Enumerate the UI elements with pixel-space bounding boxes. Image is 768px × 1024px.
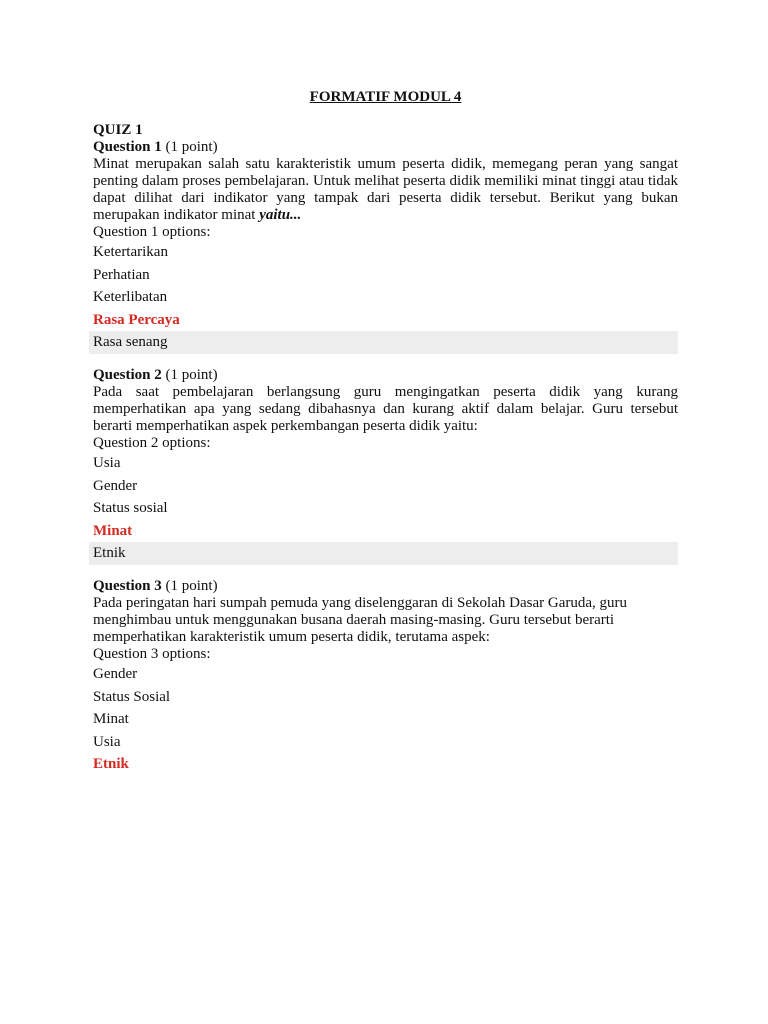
options-caption: Question 1 options: bbox=[93, 224, 211, 240]
question-header bbox=[93, 139, 678, 156]
question-points: (1 point) bbox=[165, 367, 218, 383]
option-status-sosial[interactable]: Status sosial bbox=[93, 500, 168, 516]
question-label: Question 2 bbox=[93, 367, 162, 383]
question-text-main: Minat merupakan salah satu karakteristik umum peserta didik, memegang peran yang sangat penting dalam proses pembelajaran. Untuk melihat peserta didik memiliki minat tinggi atau tidak dapat dilihat dari indikator yang tampak dari peserta didik tersebut. Berikut yang bukan merupakan indikator minat bbox=[93, 156, 678, 223]
option-rasa-percaya-correct[interactable]: Rasa Percaya bbox=[93, 311, 180, 328]
question-label: Question 1 bbox=[93, 139, 162, 155]
quiz-heading: QUIZ 1 bbox=[93, 122, 143, 138]
question-1 bbox=[93, 139, 678, 354]
question-text: Pada peringatan hari sumpah pemuda yang diselenggaran di Sekolah Dasar Garuda, guru menghimbau untuk menggunakan busana daerah masing-masing. Guru tersebut berarti memperhatikan karakteristik umum peserta didik, terutama aspek: bbox=[93, 595, 627, 645]
option-keterlibatan[interactable]: Keterlibatan bbox=[93, 289, 168, 305]
question-points: (1 point) bbox=[165, 139, 218, 155]
question-text bbox=[93, 156, 678, 224]
question-header bbox=[93, 367, 678, 384]
option-minat-correct[interactable]: Minat bbox=[93, 522, 133, 539]
option-ketertarikan[interactable]: Ketertarikan bbox=[93, 244, 168, 260]
option-rasa-senang[interactable]: Rasa senang bbox=[89, 331, 678, 354]
option-usia[interactable]: Usia bbox=[93, 733, 121, 750]
question-text-emphasis: yaitu... bbox=[259, 207, 302, 223]
option-gender[interactable]: Gender bbox=[93, 477, 138, 494]
question-text: Pada saat pembelajaran berlangsung guru mengingatkan peserta didik yang kurang memperhatikan apa yang sedang dibahasnya dan kurang aktif dalam belajar. Guru tersebut berarti memperhatikan aspek perkembangan peserta didik yaitu: bbox=[93, 384, 678, 434]
option-perhatian[interactable]: Perhatian bbox=[93, 266, 150, 283]
option-status-sosial[interactable]: Status Sosial bbox=[93, 688, 171, 705]
question-points: (1 point) bbox=[165, 578, 218, 594]
options-caption: Question 2 options: bbox=[93, 435, 211, 451]
question-header bbox=[93, 578, 678, 595]
document-title: FORMATIF MODUL 4 bbox=[309, 89, 462, 105]
option-minat[interactable]: Minat bbox=[93, 711, 129, 727]
question-label: Question 3 bbox=[93, 578, 162, 594]
question-2 bbox=[93, 367, 678, 565]
option-etnik-correct[interactable]: Etnik bbox=[93, 756, 129, 772]
question-3 bbox=[93, 578, 678, 776]
options-caption: Question 3 options: bbox=[93, 646, 211, 662]
option-usia[interactable]: Usia bbox=[93, 455, 121, 471]
option-gender[interactable]: Gender bbox=[93, 666, 138, 682]
option-etnik[interactable]: Etnik bbox=[89, 542, 678, 565]
